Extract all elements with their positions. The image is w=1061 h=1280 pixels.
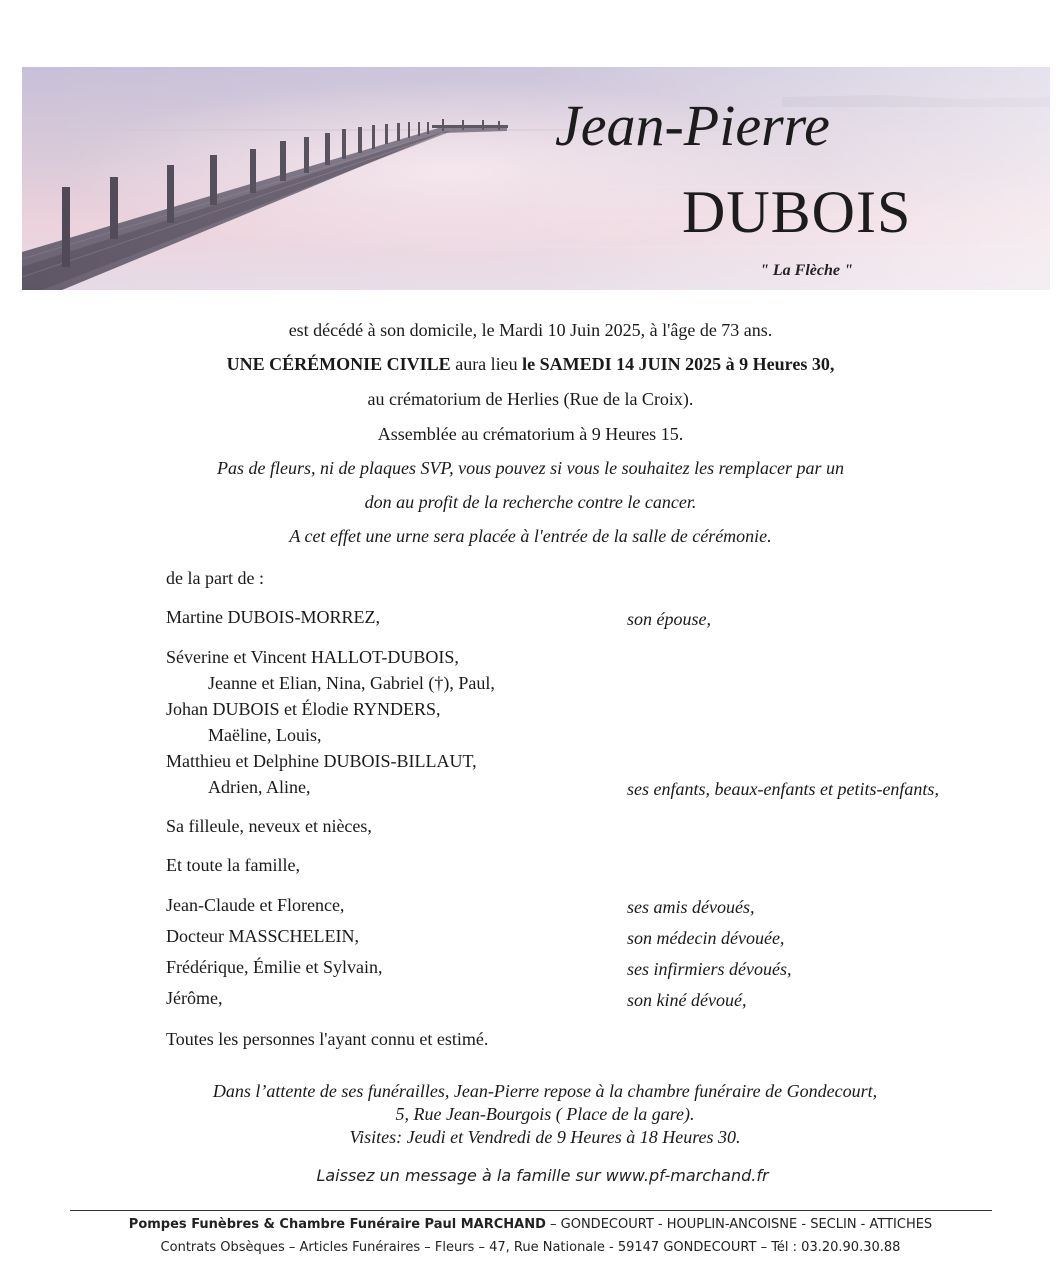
assembly-time: Assemblée au crématorium à 9 Heures 15. [377,424,684,444]
everyone-who-knew: Toutes les personnes l'ayant connu et estimé. [166,1029,489,1049]
physio-role: son kiné dévoué, [627,990,747,1010]
footer-divider [70,1210,992,1211]
death-announcement: est décédé à son domicile, le Mardi 10 Juin 2025, à l'âge de 73 ans. [288,320,773,340]
ceremony-connector: aura lieu [450,354,523,374]
urn-notice: A cet effet une urne sera placée à l'entrée de la salle de cérémonie. [289,526,772,546]
footer-company [0,1217,1061,1232]
company-locations: – GONDECOURT - HOUPLIN-ANCOISNE - SECLIN - ATTICHES [545,1217,933,1232]
godchild-nephews: Sa filleule, neveux et nièces, [166,816,372,836]
friends-role: ses amis dévoués, [627,897,755,917]
deceased-first-name: Jean-Pierre [555,93,830,158]
ceremony-announcement [0,354,1061,375]
child3-grandchildren: Adrien, Aline, [208,777,311,797]
footer-contact: Contrats Obsèques – Articles Funéraires – Fleurs – 47, Rue Nationale - 59147 GONDECOURT – Tél : 03.20.90.30.88 [160,1240,901,1255]
nurses-role: ses infirmiers dévoués, [627,959,792,979]
flowers-notice-line2: don au profit de la recherche contre le cancer. [364,492,697,512]
flowers-notice-line1: Pas de fleurs, ni de plaques SVP, vous pouvez si vous le souhaitez les remplacer par un [217,458,844,478]
child2-grandchildren: Maëline, Louis, [208,725,322,745]
spouse-name: Martine DUBOIS-MORREZ, [166,607,380,627]
visit-info-line2: 5, Rue Jean-Bourgois ( Place de la gare). [395,1104,695,1124]
children-role: ses enfants, beaux-enfants et petits-enfants, [627,779,939,799]
friends-name: Jean-Claude et Florence, [166,895,345,915]
physio-name: Jérôme, [166,988,223,1008]
ceremony-location: au crématorium de Herlies (Rue de la Croix). [367,389,694,409]
child1-grandchildren: Jeanne et Elian, Nina, Gabriel (†), Paul, [208,673,495,693]
visit-info-line3: Visites: Jeudi et Vendredi de 9 Heures à 18 Heures 30. [349,1127,741,1147]
from-label: de la part de : [166,568,264,588]
whole-family: Et toute la famille, [166,855,300,875]
website-message: Laissez un message à la famille sur www.pf-marchand.fr [316,1166,769,1185]
doctor-name: Docteur MASSCHELEIN, [166,926,359,946]
ceremony-date: le SAMEDI 14 JUIN 2025 à 9 Heures 30, [522,354,835,374]
visit-info-line1: Dans l’attente de ses funérailles, Jean-Pierre repose à la chambre funéraire de Gondecourt, [212,1081,878,1101]
company-name: Pompes Funèbres & Chambre Funéraire Paul MARCHAND [128,1217,546,1232]
spouse-role: son épouse, [627,609,711,629]
deceased-last-name: DUBOIS [682,179,912,245]
child1-name: Séverine et Vincent HALLOT-DUBOIS, [166,647,459,667]
ceremony-type: UNE CÉRÉMONIE CIVILE [226,354,451,374]
doctor-role: son médecin dévouée, [627,928,785,948]
child3-name: Matthieu et Delphine DUBOIS-BILLAUT, [166,751,477,771]
deceased-nickname: " La Flèche " [760,262,853,279]
child2-name: Johan DUBOIS et Élodie RYNDERS, [166,699,441,719]
nurses-name: Frédérique, Émilie et Sylvain, [166,957,383,977]
